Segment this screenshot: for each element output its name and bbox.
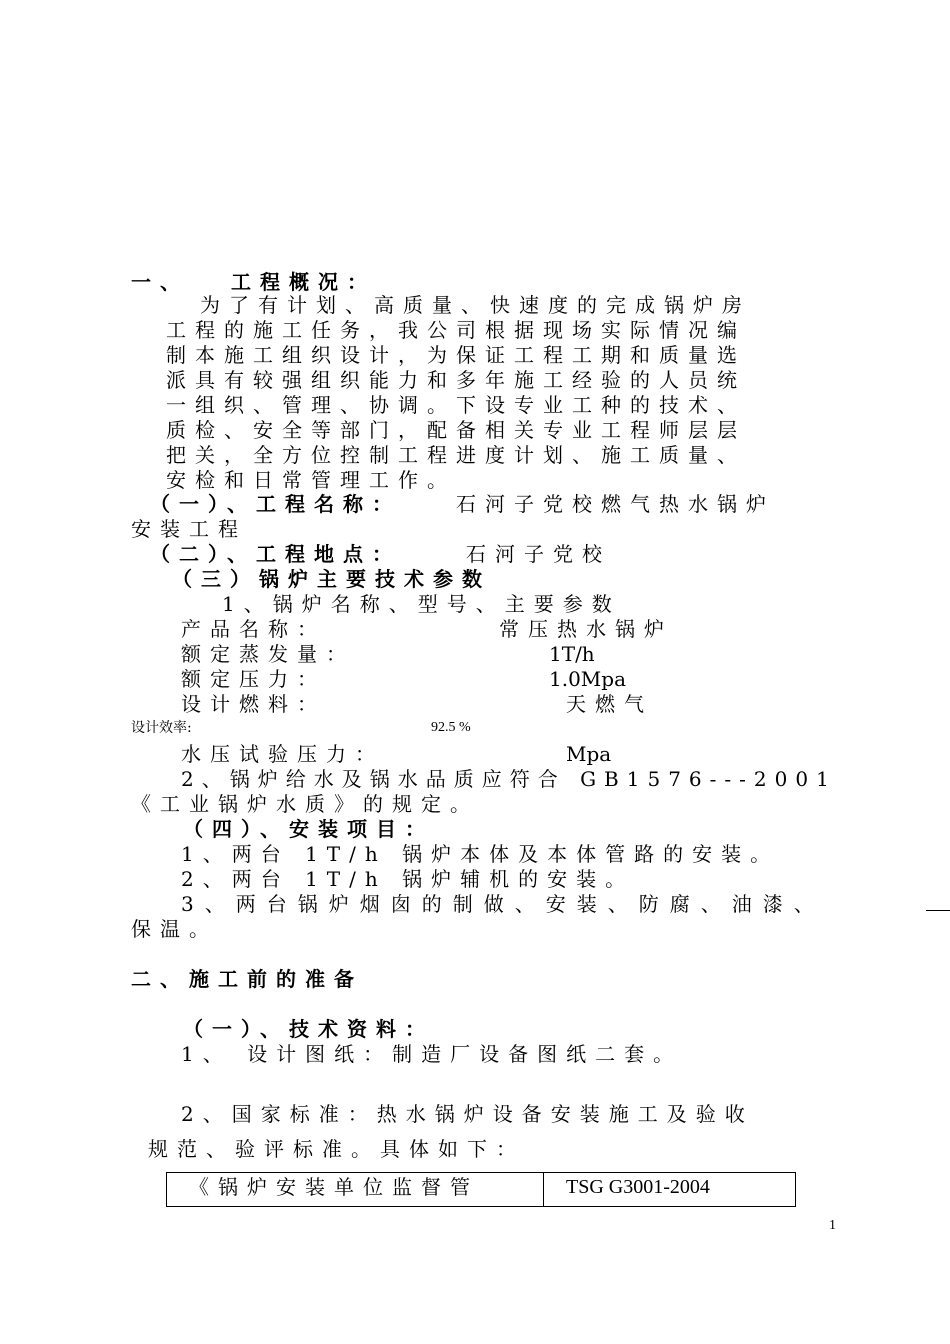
project-name-value: 石河子党校燃气热水锅炉	[456, 492, 775, 516]
margin-dash	[926, 910, 950, 911]
table-cell: TSG G3001-2004	[566, 1176, 710, 1198]
pressure-value: Mpa	[566, 742, 612, 766]
project-name-label: （一）、工程名称：	[150, 492, 401, 516]
param-label: 额定蒸发量：	[181, 642, 355, 666]
install-item: 1、两台 1T/h 锅炉本体及本体管路的安装。	[181, 842, 780, 866]
paragraph-line: 工程的施工任务，我公司根据现场实际情况编	[166, 318, 746, 342]
paragraph-line: 一组织、管理、协调。下设专业工种的技术、	[166, 393, 746, 417]
param-value: 1T/h	[549, 642, 595, 666]
paragraph-line: 为了有计划、高质量、快速度的完成锅炉房	[200, 293, 751, 317]
install-item-cont: 保温。	[131, 917, 218, 941]
install-item: 3、两台锅炉烟囱的制做、安装、防腐、油漆、	[181, 892, 825, 916]
standards-line-cont: 规范、验评标准。具体如下：	[148, 1137, 525, 1161]
table-cell: 《锅炉安装单位监督管	[167, 1173, 544, 1206]
params-title: （三）锅炉主要技术参数	[172, 567, 491, 591]
install-item: 2、两台 1T/h 锅炉辅机的安装。	[181, 867, 635, 891]
drawings-line: 1、 设计图纸：制造厂设备图纸二套。	[181, 1042, 683, 1066]
standards-table	[166, 1172, 796, 1207]
param-value: 常压热水锅炉	[499, 617, 673, 641]
section-number: 一、	[131, 270, 189, 294]
params-subtitle: 1、锅炉名称、型号、主要参数	[222, 592, 621, 616]
param-value: 1.0Mpa	[549, 667, 627, 691]
standards-line: 2、国家标准：热水锅炉设备安装施工及验收	[181, 1102, 754, 1126]
project-place-value: 石河子党校	[466, 542, 611, 566]
project-place-label: （二）、工程地点：	[150, 542, 401, 566]
paragraph-line: 安检和日常管理工作。	[166, 468, 456, 492]
pressure-label: 水压试验压力：	[181, 742, 384, 766]
water-quality-line-cont: 《工业锅炉水质》的规定。	[131, 792, 479, 816]
efficiency-label: 设计效率:	[131, 720, 192, 736]
param-label: 额定压力：	[181, 667, 326, 691]
section-title: 二、施工前的准备	[131, 967, 363, 991]
param-label: 产品名称：	[181, 617, 326, 641]
efficiency-value: 92.5 %	[431, 720, 471, 735]
project-name-value-cont: 安装工程	[131, 517, 247, 541]
paragraph-line: 质检、安全等部门，配备相关专业工程师层层	[166, 418, 746, 442]
water-quality-line: 2、锅炉给水及锅水品质应符合 GB1576---2001	[181, 767, 837, 791]
paragraph-line: 派具有较强组织能力和多年施工经验的人员统	[166, 368, 746, 392]
paragraph-line: 把关，全方位控制工程进度计划、施工质量、	[166, 443, 746, 467]
page-number: 1	[829, 1218, 836, 1233]
param-value: 天燃气	[566, 692, 653, 716]
param-label: 设计燃料：	[181, 692, 326, 716]
section-title: 工程概况：	[231, 270, 376, 294]
tech-docs-title: （一）、技术资料：	[183, 1017, 434, 1041]
install-items-title: （四）、安装项目：	[183, 817, 434, 841]
paragraph-line: 制本施工组织设计，为保证工程工期和质量选	[166, 343, 746, 367]
